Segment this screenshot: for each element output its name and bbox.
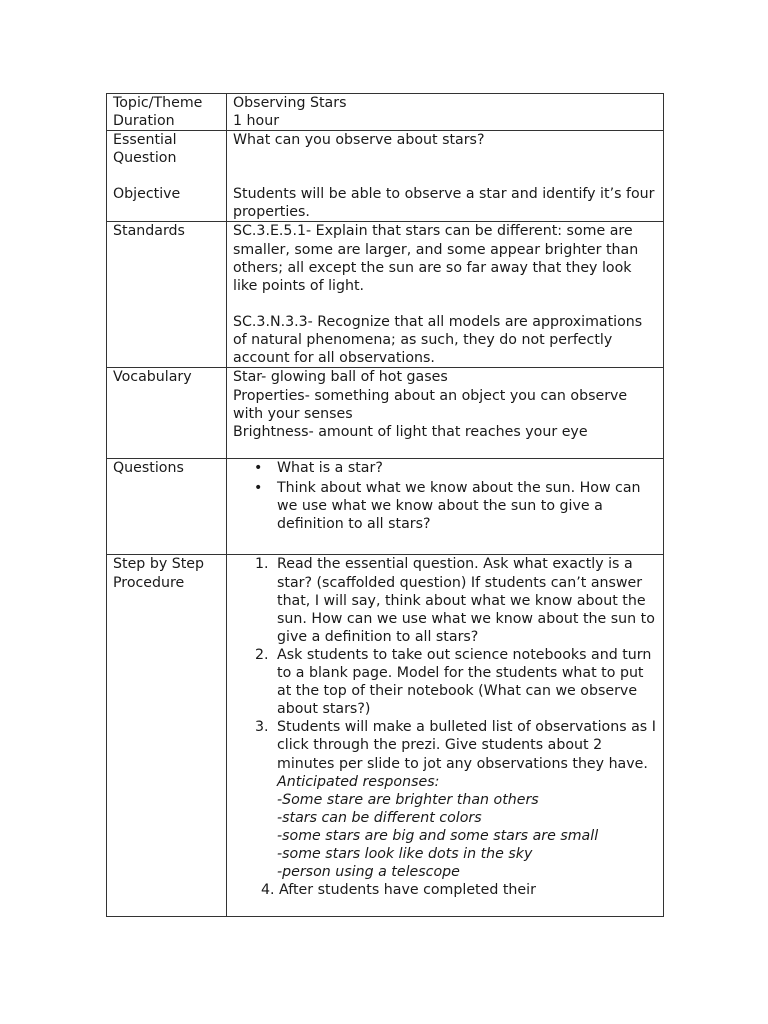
procedure-row — [107, 555, 664, 917]
step-number: 1. — [255, 556, 269, 573]
list-item — [254, 459, 657, 477]
anticipated-response: -Some stare are brighter than others — [277, 791, 539, 808]
anticipated-response: -some stars are big and some stars are small — [277, 827, 599, 844]
topic-label-cell — [107, 94, 227, 131]
standards-row — [107, 222, 664, 368]
standard-1: SC.3.E.5.1- Explain that stars can be different: some are smaller, some are larger, and some appear brighter than others; all except the sun are so far away that they look like points of light. — [233, 223, 639, 294]
bullet-icon: • — [254, 460, 263, 477]
anticipated-response: -stars can be different colors — [277, 809, 482, 826]
question-text: Think about what we know about the sun. How can we use what we know about the sun to give a definition to all stars? — [277, 479, 641, 532]
step-text: Ask students to take out science notebooks and turn to a blank page. Model for the students what to put at the top of their notebook (What can we observe about stars?) — [277, 646, 652, 718]
standards-value-cell — [227, 222, 664, 368]
lesson-plan-table — [106, 93, 664, 917]
procedure-steps — [233, 555, 657, 881]
step-text: Students will make a bulleted list of observations as I click through the prezi. Give students about 2 minutes per slide to jot any observations they have. — [277, 719, 656, 772]
questions-value-cell — [227, 459, 664, 555]
questions-label: Questions — [113, 460, 184, 477]
standards-label: Standards — [113, 223, 185, 240]
questions-row — [107, 459, 664, 555]
topic-row — [107, 94, 664, 131]
essential-question-label: Essential Question — [113, 132, 177, 167]
questions-label-cell — [107, 459, 227, 555]
list-item — [255, 646, 657, 718]
vocabulary-row — [107, 368, 664, 459]
topic-label: Topic/Theme — [113, 95, 203, 111]
anticipated-response: -some stars look like dots in the sky — [277, 845, 533, 862]
step-text: Read the essential question. Ask what exactly is a star? (scaffolded question) If students can’t answer that, I will say, think about what we know about the sun. How can we use what we know about the sun to give a definition to all stars? — [277, 556, 655, 645]
procedure-label-cell — [107, 555, 227, 917]
topic-value: Observing Stars — [233, 95, 347, 111]
objective-label: Objective — [113, 186, 181, 203]
list-item — [255, 718, 657, 881]
duration-label: Duration — [113, 113, 175, 130]
procedure-value-cell — [227, 555, 664, 917]
essential-question-text: What can you observe about stars? — [233, 132, 485, 149]
vocab-item: Properties- something about an object you can observe with your senses — [233, 387, 628, 422]
step-number: 2. — [255, 646, 269, 663]
topic-value-cell — [227, 94, 664, 131]
bullet-icon: • — [254, 479, 263, 496]
anticipated-response: -person using a telescope — [277, 864, 460, 881]
anticipated-heading: Anticipated responses: — [277, 773, 440, 790]
essential-label-cell — [107, 131, 227, 222]
procedure-label: Step by Step Procedure — [113, 556, 205, 591]
essential-question-row — [107, 131, 664, 222]
duration-value: 1 hour — [233, 113, 280, 130]
objective-text: Students will be able to observe a star and identify it’s four properties. — [233, 186, 655, 221]
step-4-text: 4. After students have completed their — [261, 882, 536, 899]
standards-label-cell — [107, 222, 227, 368]
vocab-item: Star- glowing ball of hot gases — [233, 369, 448, 386]
essential-value-cell — [227, 131, 664, 222]
questions-list — [233, 459, 657, 532]
step-number: 3. — [255, 719, 269, 736]
vocab-item: Brightness- amount of light that reaches your eye — [233, 423, 588, 440]
list-item — [255, 555, 657, 645]
standard-2: SC.3.N.3.3- Recognize that all models are approximations of natural phenomena; as such, they do not perfectly account for all observations. — [233, 313, 643, 367]
question-text: What is a star? — [277, 460, 383, 477]
vocabulary-value-cell — [227, 368, 664, 459]
vocabulary-label-cell — [107, 368, 227, 459]
vocabulary-label: Vocabulary — [113, 369, 192, 386]
list-item — [254, 479, 657, 533]
